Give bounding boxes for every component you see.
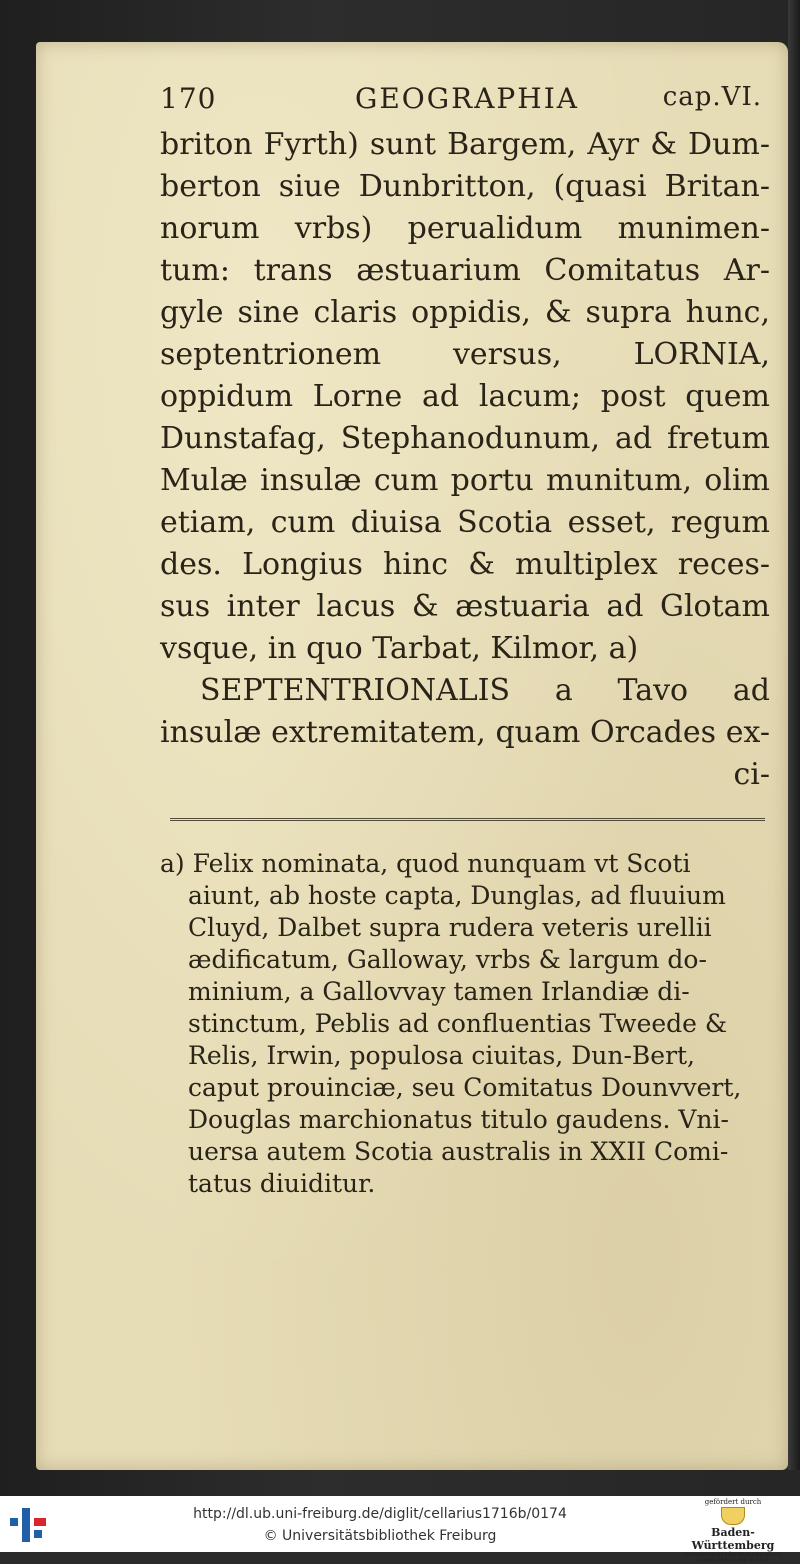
footnote-line: aiunt, ab hoste capta, Dunglas, ad fluuium [188,881,726,910]
footnotes [160,848,765,1200]
viewer-footer [0,1496,800,1564]
section-heading-line: SEPTENTRIONALIS a Tavo ad [200,673,770,708]
running-title: GEOGRAPHIA [355,82,579,115]
text-line: Mulæ insulæ cum portu munitum, olim [160,463,770,498]
crest-icon [721,1507,745,1525]
footnote-line: a) Felix nominata, quod nunquam vt Scoti [160,849,691,878]
book-spine-edge [788,0,800,1470]
library-logo-icon[interactable] [10,1504,52,1546]
text-line: berton siue Dunbritton, (quasi Britan- [160,169,770,204]
text-line: des. Longius hinc & multiplex reces- [160,547,770,582]
text-line: insulæ extremitatem, quam Orcades ex- [160,715,770,750]
funder-badge [678,1498,788,1564]
footnote-line: minium, a Gallovvay tamen Irlandiæ di- [188,977,690,1006]
funder-ministry: MINISTERIUM FÜR WISSENSCHAFT, FORSCHUNG UND KUNST [683,1552,783,1564]
main-text [160,124,770,796]
chapter-marker: cap.VI. [662,82,762,112]
copyright-notice: © Universitätsbibliothek Freiburg [263,1528,497,1544]
footnote-divider [170,818,765,829]
text-line: septentrionem versus, LORNIA, [160,337,770,372]
running-header [160,82,770,122]
footnote-line: stinctum, Peblis ad confluentias Tweede & [188,1009,728,1038]
footnote-line: uersa autem Scotia australis in XXII Comi- [188,1137,729,1166]
footnote-line: ædificatum, Galloway, vrbs & largum do- [188,945,707,974]
funder-name: Baden-Württemberg [691,1526,775,1552]
text-line: norum vrbs) perualidum munimen- [160,211,770,246]
text-line: sus inter lacus & æstuaria ad Glotam [160,589,770,624]
footnote-line: Douglas marchionatus titulo gaudens. Vni- [188,1105,729,1134]
funder-caption: gefördert durch [704,1498,762,1506]
footnote-line: Relis, Irwin, populosa ciuitas, Dun-Bert, [188,1041,696,1070]
permalink-url[interactable]: http://dl.ub.uni-freiburg.de/diglit/cellarius1716b/0174 [193,1506,567,1522]
text-line: Dunstafag, Stephanodunum, ad fretum [160,421,770,456]
text-line: vsque, in quo Tarbat, Kilmor, a) [160,631,639,666]
footnote-line: Cluyd, Dalbet supra rudera veteris urellii [188,913,712,942]
catchword: ci- [733,757,770,792]
page-number: 170 [160,82,217,115]
footnote-line: caput prouinciæ, seu Comitatus Dounvvert, [188,1073,742,1102]
text-line: gyle sine claris oppidis, & supra hunc, [160,295,770,330]
text-line: briton Fyrth) sunt Bargem, Ayr & Dum- [160,127,770,162]
footnote-line: tatus diuiditur. [188,1169,376,1198]
text-line: oppidum Lorne ad lacum; post quem [160,379,770,414]
text-line: etiam, cum diuisa Scotia esset, regum [160,505,770,540]
text-line: tum: trans æstuarium Comitatus Ar- [160,253,770,288]
